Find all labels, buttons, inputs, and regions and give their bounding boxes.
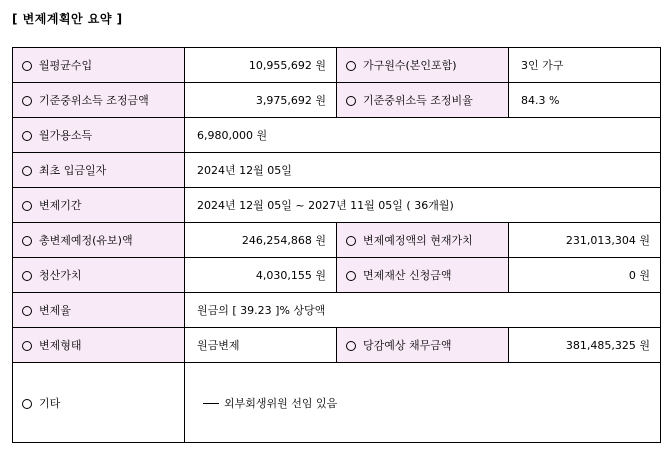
label-cell	[337, 328, 509, 363]
table-row	[13, 153, 661, 188]
summary-table	[12, 47, 661, 443]
value-rate: 원금의 [ 39.23 ]% 상당액	[185, 293, 661, 328]
value-form: 원금변제	[185, 328, 337, 363]
circle-icon	[22, 201, 32, 211]
label-cell	[13, 328, 185, 363]
value-period: 2024년 12월 05일 ~ 2027년 11월 05일 ( 36개월)	[185, 188, 661, 223]
label-income: 월평균수입	[39, 59, 93, 72]
value-liquidation: 4,030,155 원	[185, 258, 337, 293]
table-row	[13, 258, 661, 293]
label-cell	[13, 118, 185, 153]
table-row	[13, 118, 661, 153]
circle-icon	[346, 271, 356, 281]
label-cell	[13, 153, 185, 188]
label-form: 변제형태	[39, 339, 82, 352]
table-row	[13, 48, 661, 83]
label-cell	[337, 83, 509, 118]
circle-icon	[22, 341, 32, 351]
label-total-planned: 총변제예정(유보)액	[39, 234, 133, 247]
value-expected-debt: 381,485,325 원	[509, 328, 661, 363]
dash-icon	[203, 403, 219, 404]
value-total-planned: 246,254,868 원	[185, 223, 337, 258]
label-cell	[13, 293, 185, 328]
table-row	[13, 328, 661, 363]
label-cell	[337, 258, 509, 293]
value-exempt: 0 원	[509, 258, 661, 293]
label-cell	[13, 83, 185, 118]
label-cell	[13, 223, 185, 258]
label-cell	[13, 258, 185, 293]
circle-icon	[346, 236, 356, 246]
value-first-payment: 2024년 12월 05일	[185, 153, 661, 188]
label-exempt: 면제재산 신청금액	[363, 269, 452, 282]
circle-icon	[22, 271, 32, 281]
table-row	[13, 83, 661, 118]
label-cell	[13, 48, 185, 83]
label-available: 월가용소득	[39, 129, 93, 142]
circle-icon	[22, 131, 32, 141]
value-household: 3인 가구	[509, 48, 661, 83]
label-adjust-amount: 기준중위소득 조정금액	[39, 94, 149, 107]
label-period: 변제기간	[39, 199, 82, 212]
label-cell	[13, 188, 185, 223]
value-income: 10,955,692 원	[185, 48, 337, 83]
label-cell	[337, 223, 509, 258]
circle-icon	[346, 61, 356, 71]
circle-icon	[22, 236, 32, 246]
circle-icon	[22, 96, 32, 106]
circle-icon	[22, 61, 32, 71]
label-other: 기타	[39, 396, 61, 410]
label-cell	[337, 48, 509, 83]
table-row	[13, 363, 661, 443]
label-household: 가구원수(본인포함)	[363, 59, 457, 72]
value-adjust-ratio: 84.3 %	[509, 83, 661, 118]
circle-icon	[346, 341, 356, 351]
label-rate: 변제율	[39, 304, 71, 317]
circle-icon	[22, 166, 32, 176]
section-title: [ 변제계획안 요약 ]	[12, 12, 123, 26]
label-adjust-ratio: 기준중위소득 조정비율	[363, 94, 473, 107]
table-row	[13, 188, 661, 223]
circle-icon	[22, 399, 32, 409]
table-row	[13, 223, 661, 258]
value-adjust-amount: 3,975,692 원	[185, 83, 337, 118]
label-cell	[13, 363, 185, 443]
label-liquidation: 청산가치	[39, 269, 82, 282]
label-present-value: 변제예정액의 현재가치	[363, 234, 473, 247]
value-available: 6,980,000 원	[185, 118, 661, 153]
circle-icon	[346, 96, 356, 106]
label-first-payment: 최초 입금일자	[39, 164, 107, 177]
label-expected-debt: 당감예상 채무금액	[363, 339, 452, 352]
table-row	[13, 293, 661, 328]
value-present-value: 231,013,304 원	[509, 223, 661, 258]
value-cell-other	[185, 363, 661, 443]
circle-icon	[22, 306, 32, 316]
value-other: 외부회생위원 선임 있음	[224, 396, 338, 410]
